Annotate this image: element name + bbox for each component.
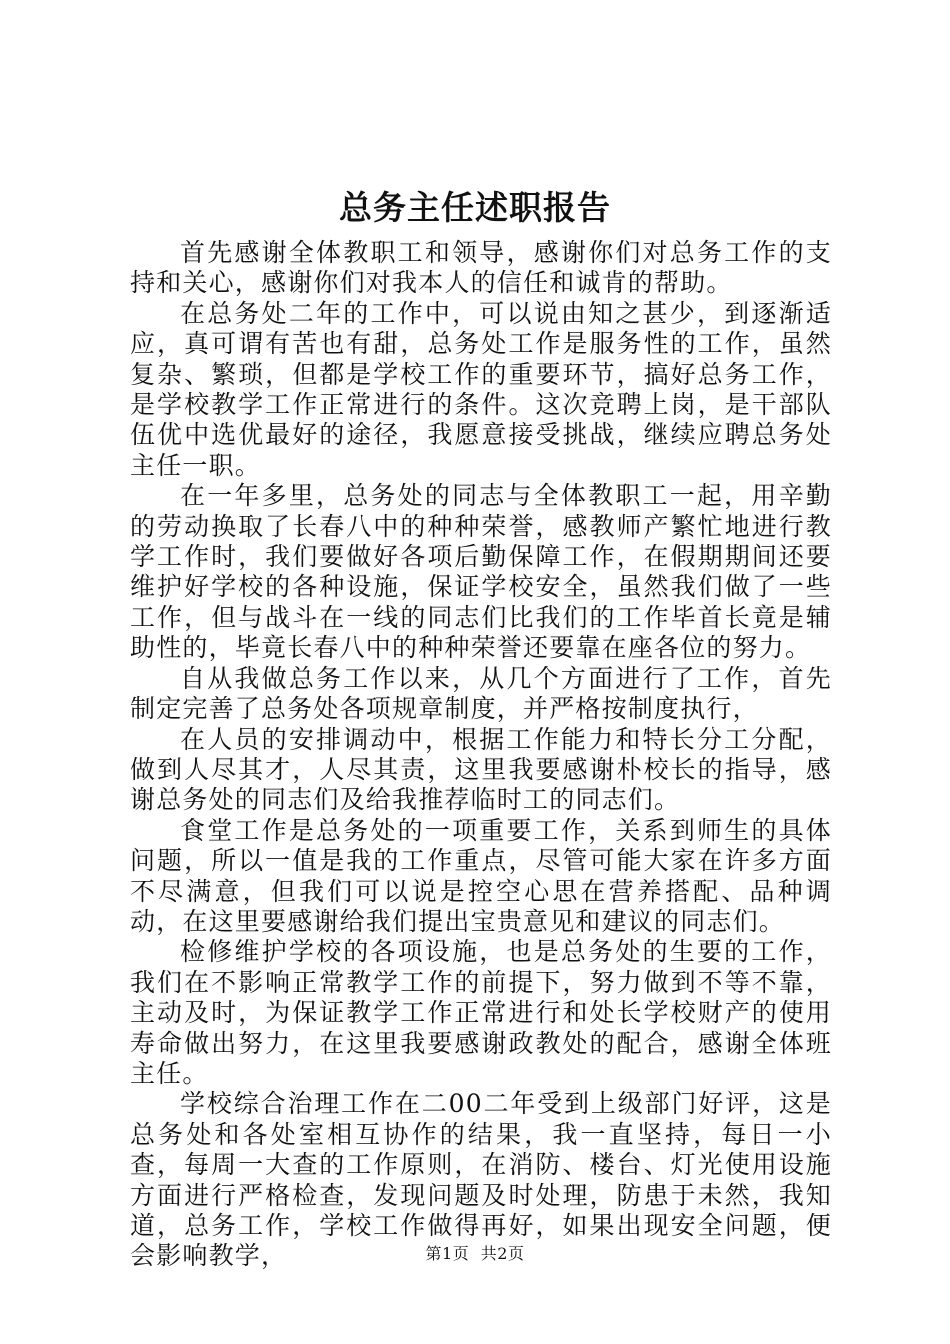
paragraph-8: 学校综合治理工作在二00二年受到上级部门好评，这是总务处和各处室相互协作的结果，我一直坚持，每日一小查，每周一大查的工作原则，在消防、楼台、灯光使用设施方面进行严格检查，发现问题及时处理，防患于未然，我知道，总务工作，学校工作做得再好，如果出现安全问题，便会影响教学， <box>130 1089 832 1271</box>
document-body <box>130 238 832 1272</box>
paragraph-5: 在人员的安排调动中，根据工作能力和特长分工分配，做到人尽其才，人尽其责，这里我要感谢朴校长的指导，感谢总务处的同志们及给我推荐临时工的同志们。 <box>130 724 832 815</box>
paragraph-7: 检修维护学校的各项设施，也是总务处的生要的工作，我们在不影响正常教学工作的前提下，努力做到不等不靠，主动及时，为保证教学工作正常进行和处长学校财产的使用寿命做出努力，在这里我要感谢政教处的配合，感谢全体班主任。 <box>130 937 832 1088</box>
page-footer <box>0 1243 950 1265</box>
page-number: 第1页 <box>425 1244 470 1263</box>
page-total: 共2页 <box>480 1244 525 1263</box>
paragraph-3: 在一年多里，总务处的同志与全体教职工一起，用辛勤的劳动换取了长春八中的种种荣誉，感教师产繁忙地进行教学工作时，我们要做好各项后勤保障工作，在假期期间还要维护好学校的各种设施，保证学校安全，虽然我们做了一些工作，但与战斗在一线的同志们比我们的工作毕首长竟是辅助性的，毕竟长春八中的种种荣誉还要靠在座各位的努力。 <box>130 481 832 663</box>
paragraph-2: 在总务处二年的工作中，可以说由知之甚少，到逐渐适应，真可谓有苦也有甜，总务处工作是服务性的工作，虽然复杂、繁琐，但都是学校工作的重要环节，搞好总务工作，是学校教学工作正常进行的条件。这次竞聘上岗，是干部队伍优中选优最好的途径，我愿意接受挑战，继续应聘总务处主任一职。 <box>130 298 832 480</box>
paragraph-1: 首先感谢全体教职工和领导，感谢你们对总务工作的支持和关心，感谢你们对我本人的信任和诚肯的帮助。 <box>130 238 832 298</box>
document-title: 总务主任述职报告 <box>339 188 611 227</box>
paragraph-6: 食堂工作是总务处的一项重要工作，关系到师生的具体问题，所以一值是我的工作重点，尽管可能大家在许多方面不尽满意，但我们可以说是控空心思在营养搭配、品种调动，在这里要感谢给我们提出宝贵意见和建议的同志们。 <box>130 815 832 936</box>
paragraph-4: 自从我做总务工作以来，从几个方面进行了工作，首先制定完善了总务处各项规章制度，并严格按制度执行， <box>130 663 832 724</box>
